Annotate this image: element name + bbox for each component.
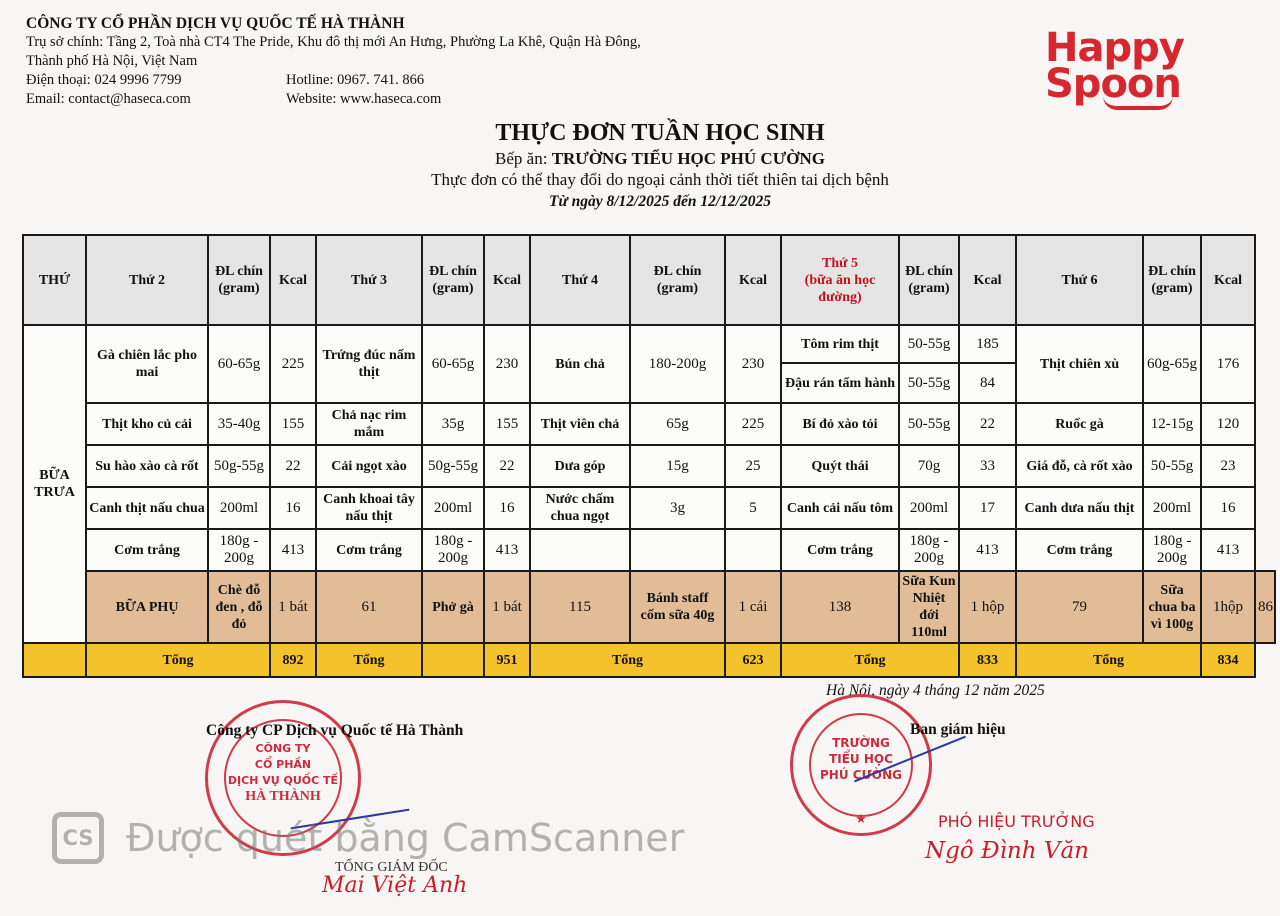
amount: 35g (422, 403, 484, 445)
amount: 3g (630, 487, 725, 529)
dish: Chè đỗ đen , đỗ đỏ (208, 571, 270, 643)
header-kcal: Kcal (1201, 235, 1255, 325)
kcal: 25 (725, 445, 781, 487)
dish: Cơm trắng (1016, 529, 1143, 571)
dish: Canh dưa nấu thịt (1016, 487, 1143, 529)
snack-label: BỮA PHỤ (86, 571, 208, 643)
header-fri: Thứ 6 (1016, 235, 1143, 325)
kcal: 155 (484, 403, 530, 445)
total-label: Tổng (781, 643, 959, 677)
dish: Thịt viên chả (530, 403, 630, 445)
vice-principal-name: Ngô Đình Văn (925, 838, 1089, 864)
total-fri: 834 (1201, 643, 1255, 677)
dish: Canh thịt nấu chua (86, 487, 208, 529)
kcal: 120 (1201, 403, 1255, 445)
kitchen-label: Bếp ăn: (495, 149, 552, 168)
kcal: 84 (959, 363, 1016, 403)
logo-line-1: Happy (1045, 25, 1184, 71)
amount: 1 cái (725, 571, 781, 643)
dish: Canh khoai tây nấu thịt (316, 487, 422, 529)
snack-row (23, 571, 1275, 643)
header-amount: ĐL chín (gram) (422, 235, 484, 325)
total-label: Tổng (530, 643, 725, 677)
vice-principal-role: PHÓ HIỆU TRƯỞNG (938, 812, 1095, 831)
total-wed: 623 (725, 643, 781, 677)
dish: Thịt chiên xù (1016, 325, 1143, 403)
amount: 65g (630, 403, 725, 445)
dish: Bánh staff cốm sữa 40g (630, 571, 725, 643)
dish: Cơm trắng (86, 529, 208, 571)
school-stamp (790, 694, 932, 836)
stamp-text (208, 741, 358, 805)
dish: Chả nạc rim mắm (316, 403, 422, 445)
company-email: Email: contact@haseca.com (26, 91, 191, 107)
amount: 50g-55g (422, 445, 484, 487)
company-info (26, 14, 641, 109)
date-range: Từ ngày 8/12/2025 đến 12/12/2025 (549, 193, 771, 210)
dish: Cơm trắng (316, 529, 422, 571)
header-tue: Thứ 3 (316, 235, 422, 325)
total-blank (23, 643, 86, 677)
company-signatory-org: Công ty CP Dịch vụ Quốc tế Hà Thành (206, 722, 464, 739)
dish: Cơm trắng (781, 529, 899, 571)
amount (630, 529, 725, 571)
header-kcal: Kcal (959, 235, 1016, 325)
stamp-line: TRƯỜNG (832, 736, 890, 750)
company-address: Trụ sở chính: Tầng 2, Toà nhà CT4 The Pride, Khu đô thị mới An Hưng, Phường La Khê, Quận Hà Đông, (26, 34, 641, 50)
header-amount: ĐL chín (gram) (208, 235, 270, 325)
total-row (23, 643, 1275, 677)
kitchen-name: TRƯỜNG TIỂU HỌC PHÚ CƯỜNG (551, 149, 825, 168)
amount: 180g - 200g (899, 529, 959, 571)
company-website: Website: www.haseca.com (286, 91, 442, 107)
star-icon: ★ (855, 812, 867, 827)
stamp-line: PHÚ CƯỜNG (820, 768, 902, 782)
kcal: 16 (270, 487, 316, 529)
kcal: 230 (484, 325, 530, 403)
amount: 50-55g (899, 363, 959, 403)
amount: 50g-55g (208, 445, 270, 487)
kcal: 115 (530, 571, 630, 643)
document-title: THỰC ĐƠN TUẦN HỌC SINH (495, 120, 825, 146)
kcal: 79 (1016, 571, 1143, 643)
dish: Dưa góp (530, 445, 630, 487)
total-thu: 833 (959, 643, 1016, 677)
director-name: Mai Việt Anh (322, 873, 468, 898)
dish: Sữa Kun Nhiệt đới 110ml (899, 571, 959, 643)
kcal: 138 (781, 571, 899, 643)
director-role: TỔNG GIÁM ĐỐC (335, 860, 448, 875)
kcal: 230 (725, 325, 781, 403)
header-amount: ĐL chín (gram) (899, 235, 959, 325)
stamp-line: CÔNG TY (255, 742, 311, 755)
dish: Sữa chua ba vì 100g (1143, 571, 1201, 643)
header-amount: ĐL chín (gram) (630, 235, 725, 325)
header-wed: Thứ 4 (530, 235, 630, 325)
header-kcal: Kcal (270, 235, 316, 325)
kcal: 86 (1255, 571, 1275, 643)
kcal: 413 (959, 529, 1016, 571)
kcal: 16 (1201, 487, 1255, 529)
dish: Tôm rim thịt (781, 325, 899, 363)
kcal: 16 (484, 487, 530, 529)
amount: 1 hộp (959, 571, 1016, 643)
kcal: 413 (270, 529, 316, 571)
kcal: 225 (725, 403, 781, 445)
total-blank (422, 643, 484, 677)
camscanner-logo-icon: CS (52, 812, 104, 864)
amount: 50-55g (899, 403, 959, 445)
weekly-menu-table (22, 234, 1276, 678)
amount: 35-40g (208, 403, 270, 445)
amount: 1hộp (1201, 571, 1255, 643)
header-mon: Thứ 2 (86, 235, 208, 325)
amount: 200ml (422, 487, 484, 529)
watermark-text: Được quét bằng CamScanner (126, 816, 685, 860)
amount: 60-65g (208, 325, 270, 403)
lunch-row (23, 445, 1275, 487)
amount: 1 bát (484, 571, 530, 643)
total-label: Tổng (86, 643, 270, 677)
kcal: 61 (316, 571, 422, 643)
lunch-row (23, 403, 1275, 445)
logo-line-2: Spoon (1045, 61, 1181, 107)
amount: 200ml (899, 487, 959, 529)
dish: Thịt kho củ cải (86, 403, 208, 445)
kcal: 22 (484, 445, 530, 487)
amount: 60-65g (422, 325, 484, 403)
dish (530, 529, 630, 571)
stamp-line: CỔ PHẦN (254, 758, 312, 771)
total-tue: 951 (484, 643, 530, 677)
stamp-line: DỊCH VỤ QUỐC TẾ (227, 774, 339, 787)
dish: Gà chiên lắc pho mai (86, 325, 208, 403)
kcal: 5 (725, 487, 781, 529)
camscanner-watermark (52, 812, 684, 864)
dish: Trứng đúc nấm thịt (316, 325, 422, 403)
school-board-label: Ban giám hiệu (910, 721, 1006, 738)
dish: Bí đỏ xào tỏi (781, 403, 899, 445)
header-thu-note: (bữa ăn học đường) (804, 272, 876, 305)
header-thu (781, 235, 899, 325)
kcal: 22 (959, 403, 1016, 445)
happy-spoon-logo (1045, 25, 1184, 110)
menu-note: Thực đơn có thể thay đổi do ngoại cảnh thời tiết thiên tai dịch bệnh (431, 170, 889, 189)
dish: Ruốc gà (1016, 403, 1143, 445)
header-amount: ĐL chín (gram) (1143, 235, 1201, 325)
dish: Canh cải nấu tôm (781, 487, 899, 529)
header-kcal: Kcal (484, 235, 530, 325)
total-label: Tổng (1016, 643, 1201, 677)
kcal: 413 (1201, 529, 1255, 571)
company-hotline: Hotline: 0967. 741. 866 (286, 72, 425, 88)
company-address-2: Thành phố Hà Nội, Việt Nam (26, 53, 198, 69)
kcal: 413 (484, 529, 530, 571)
amount: 200ml (208, 487, 270, 529)
kitchen-line (380, 148, 940, 169)
dish: Bún chả (530, 325, 630, 403)
total-mon: 892 (270, 643, 316, 677)
amount: 50-55g (1143, 445, 1201, 487)
dish: Đậu rán tẩm hành (781, 363, 899, 403)
dish: Phở gà (422, 571, 484, 643)
lunch-row (23, 529, 1275, 571)
dish: Quýt thái (781, 445, 899, 487)
stamp-line: HÀ THÀNH (245, 789, 321, 804)
header-day: THỨ (23, 235, 86, 325)
dish: Cải ngọt xào (316, 445, 422, 487)
kcal: 23 (1201, 445, 1255, 487)
stamp-line: TIỂU HỌC (829, 752, 893, 766)
kcal: 225 (270, 325, 316, 403)
lunch-row (23, 487, 1275, 529)
header-row (23, 235, 1275, 325)
amount: 15g (630, 445, 725, 487)
header-kcal: Kcal (725, 235, 781, 325)
kcal (725, 529, 781, 571)
kcal: 176 (1201, 325, 1255, 403)
amount: 12-15g (1143, 403, 1201, 445)
kcal: 22 (270, 445, 316, 487)
company-phone: Điện thoại: 024 9996 7799 (26, 72, 182, 88)
dish: Giá đỗ, cà rốt xào (1016, 445, 1143, 487)
place-date: Hà Nội, ngày 4 tháng 12 năm 2025 (826, 682, 1045, 699)
amount: 180g - 200g (422, 529, 484, 571)
document-header (380, 118, 940, 213)
amount: 60g-65g (1143, 325, 1201, 403)
company-name: CÔNG TY CỔ PHẦN DỊCH VỤ QUỐC TẾ HÀ THÀNH (26, 15, 405, 32)
kcal: 33 (959, 445, 1016, 487)
amount: 70g (899, 445, 959, 487)
lunch-row (23, 325, 1275, 363)
kcal: 155 (270, 403, 316, 445)
kcal: 185 (959, 325, 1016, 363)
dish: Su hào xào cà rốt (86, 445, 208, 487)
header-thu-label: Thứ 5 (821, 255, 859, 271)
amount: 50-55g (899, 325, 959, 363)
kcal: 17 (959, 487, 1016, 529)
amount: 1 bát (270, 571, 316, 643)
amount: 200ml (1143, 487, 1201, 529)
amount: 180g - 200g (208, 529, 270, 571)
total-label: Tổng (316, 643, 422, 677)
lunch-label: BỮA TRƯA (23, 325, 86, 643)
amount: 180g - 200g (1143, 529, 1201, 571)
dish: Nước chấm chua ngọt (530, 487, 630, 529)
amount: 180-200g (630, 325, 725, 403)
